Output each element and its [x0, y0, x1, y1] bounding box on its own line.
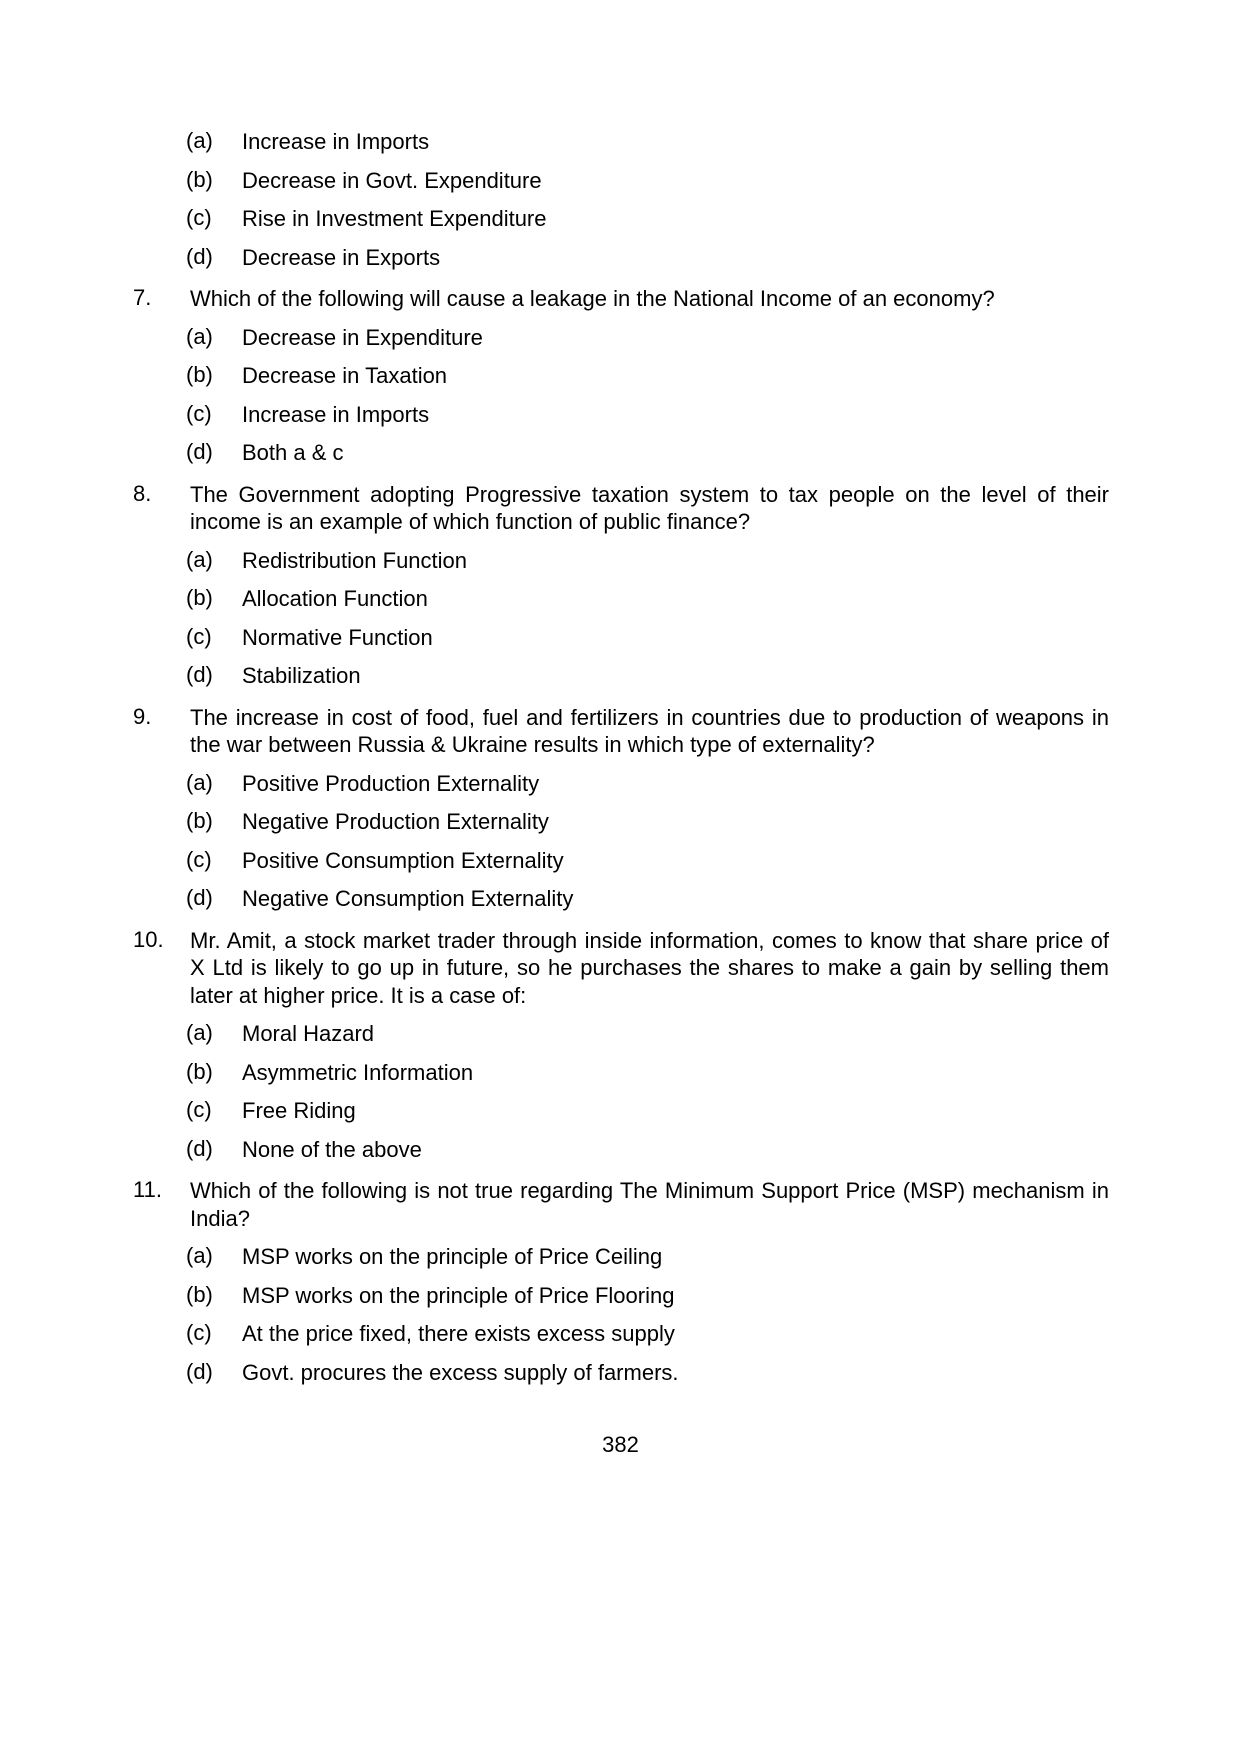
- question-number: 9.: [133, 703, 152, 729]
- option-letter: (d): [186, 1135, 213, 1161]
- question-number: 11.: [133, 1177, 162, 1202]
- option-letter: (c): [186, 400, 212, 426]
- question-number: 7.: [133, 285, 152, 310]
- option-letter: (c): [186, 846, 212, 872]
- option-text: Decrease in Govt. Expenditure: [242, 167, 542, 193]
- question-head: [133, 704, 1109, 759]
- option-text: At the price fixed, there exists excess supply: [242, 1321, 675, 1346]
- option-letter: (d): [186, 885, 213, 910]
- option: [186, 847, 1109, 875]
- option: [186, 770, 1109, 798]
- question-text: The increase in cost of food, fuel and fertilizers in countries due to production of weapons in the war between Russia & Ukraine results in which type of externality?: [190, 704, 1109, 757]
- question-text: Which of the following will cause a leakage in the National Income of an economy?: [190, 286, 995, 311]
- option: [186, 662, 1109, 690]
- option-letter: (b): [186, 585, 213, 610]
- option-letter: (a): [186, 1243, 213, 1268]
- option-letter: (d): [186, 439, 213, 464]
- question-number: 10.: [133, 926, 164, 952]
- option: [186, 1243, 1109, 1271]
- option: [186, 324, 1109, 352]
- question-text: The Government adopting Progressive taxation system to tax people on the level of their income is an example of which function of public finance?: [190, 481, 1109, 534]
- option-letter: (b): [186, 808, 213, 833]
- option-text: Decrease in Taxation: [242, 363, 448, 388]
- option-text: Asymmetric Information: [242, 1059, 474, 1085]
- option-letter: (c): [186, 623, 212, 649]
- option: [186, 167, 1109, 195]
- question-7: [133, 285, 1109, 467]
- option-letter: (b): [186, 362, 213, 387]
- option: [186, 585, 1109, 613]
- option-letter: (c): [186, 1320, 212, 1345]
- option-text: Negative Consumption Externality: [242, 886, 574, 911]
- question-head: [133, 481, 1109, 536]
- question-11: [133, 1177, 1109, 1386]
- option-letter: (a): [186, 323, 213, 349]
- option-text: Normative Function: [242, 624, 433, 650]
- orphan-options: [133, 128, 1109, 271]
- page-number: 382: [602, 1432, 639, 1457]
- option-letter: (b): [186, 166, 213, 192]
- option-text: Positive Consumption Externality: [242, 847, 564, 873]
- option: [186, 401, 1109, 429]
- option-text: Redistribution Function: [242, 547, 468, 573]
- option-text: Positive Production Externality: [242, 770, 540, 796]
- question-head: [133, 285, 1109, 313]
- question-head: [133, 1177, 1109, 1232]
- option: [186, 1282, 1109, 1310]
- option-letter: (c): [186, 205, 212, 230]
- option-text: MSP works on the principle of Price Flooring: [242, 1282, 675, 1308]
- option: [186, 244, 1109, 272]
- option-letter: (b): [186, 1281, 213, 1307]
- option-text: MSP works on the principle of Price Ceiling: [242, 1244, 663, 1269]
- option: [186, 1020, 1109, 1048]
- question-10: [133, 927, 1109, 1164]
- option-text: Increase in Imports: [242, 401, 430, 427]
- option-text: Allocation Function: [242, 586, 428, 611]
- question-number: 8.: [133, 480, 152, 506]
- option-letter: (b): [186, 1058, 213, 1084]
- option-text: Decrease in Exports: [242, 244, 441, 270]
- option: [186, 205, 1109, 233]
- option: [186, 808, 1109, 836]
- option-text: Both a & c: [242, 440, 344, 465]
- option-text: Stabilization: [242, 663, 361, 688]
- option-text: Moral Hazard: [242, 1021, 375, 1046]
- option: [186, 547, 1109, 575]
- option-text: Negative Production Externality: [242, 809, 549, 834]
- option-text: Govt. procures the excess supply of farmers.: [242, 1359, 679, 1385]
- option: [186, 624, 1109, 652]
- option-letter: (c): [186, 1097, 212, 1122]
- question-9: [133, 704, 1109, 913]
- question-text: Which of the following is not true regarding The Minimum Support Price (MSP) mechanism in India?: [190, 1178, 1109, 1231]
- option-letter: (d): [186, 1358, 213, 1384]
- question-head: [133, 927, 1109, 1010]
- option-letter: (a): [186, 769, 213, 795]
- option: [186, 1097, 1109, 1125]
- option: [186, 128, 1109, 156]
- option-letter: (a): [186, 128, 213, 153]
- option-letter: (d): [186, 662, 213, 687]
- option: [186, 1359, 1109, 1387]
- option: [186, 1136, 1109, 1164]
- option-text: Increase in Imports: [242, 129, 430, 154]
- option-text: Free Riding: [242, 1098, 356, 1123]
- option: [186, 362, 1109, 390]
- question-8: [133, 481, 1109, 690]
- option-text: None of the above: [242, 1136, 422, 1162]
- option-text: Decrease in Expenditure: [242, 324, 483, 350]
- option-letter: (d): [186, 243, 213, 269]
- option: [186, 1059, 1109, 1087]
- question-text: Mr. Amit, a stock market trader through inside information, comes to know that share price of X Ltd is likely to go up in future, so he purchases the shares to make a gain by selling them later at higher price. It is a case of:: [190, 927, 1109, 1008]
- option: [186, 439, 1109, 467]
- option: [186, 1320, 1109, 1348]
- option-letter: (a): [186, 546, 213, 572]
- option-text: Rise in Investment Expenditure: [242, 206, 547, 231]
- option-letter: (a): [186, 1020, 213, 1045]
- option: [186, 885, 1109, 913]
